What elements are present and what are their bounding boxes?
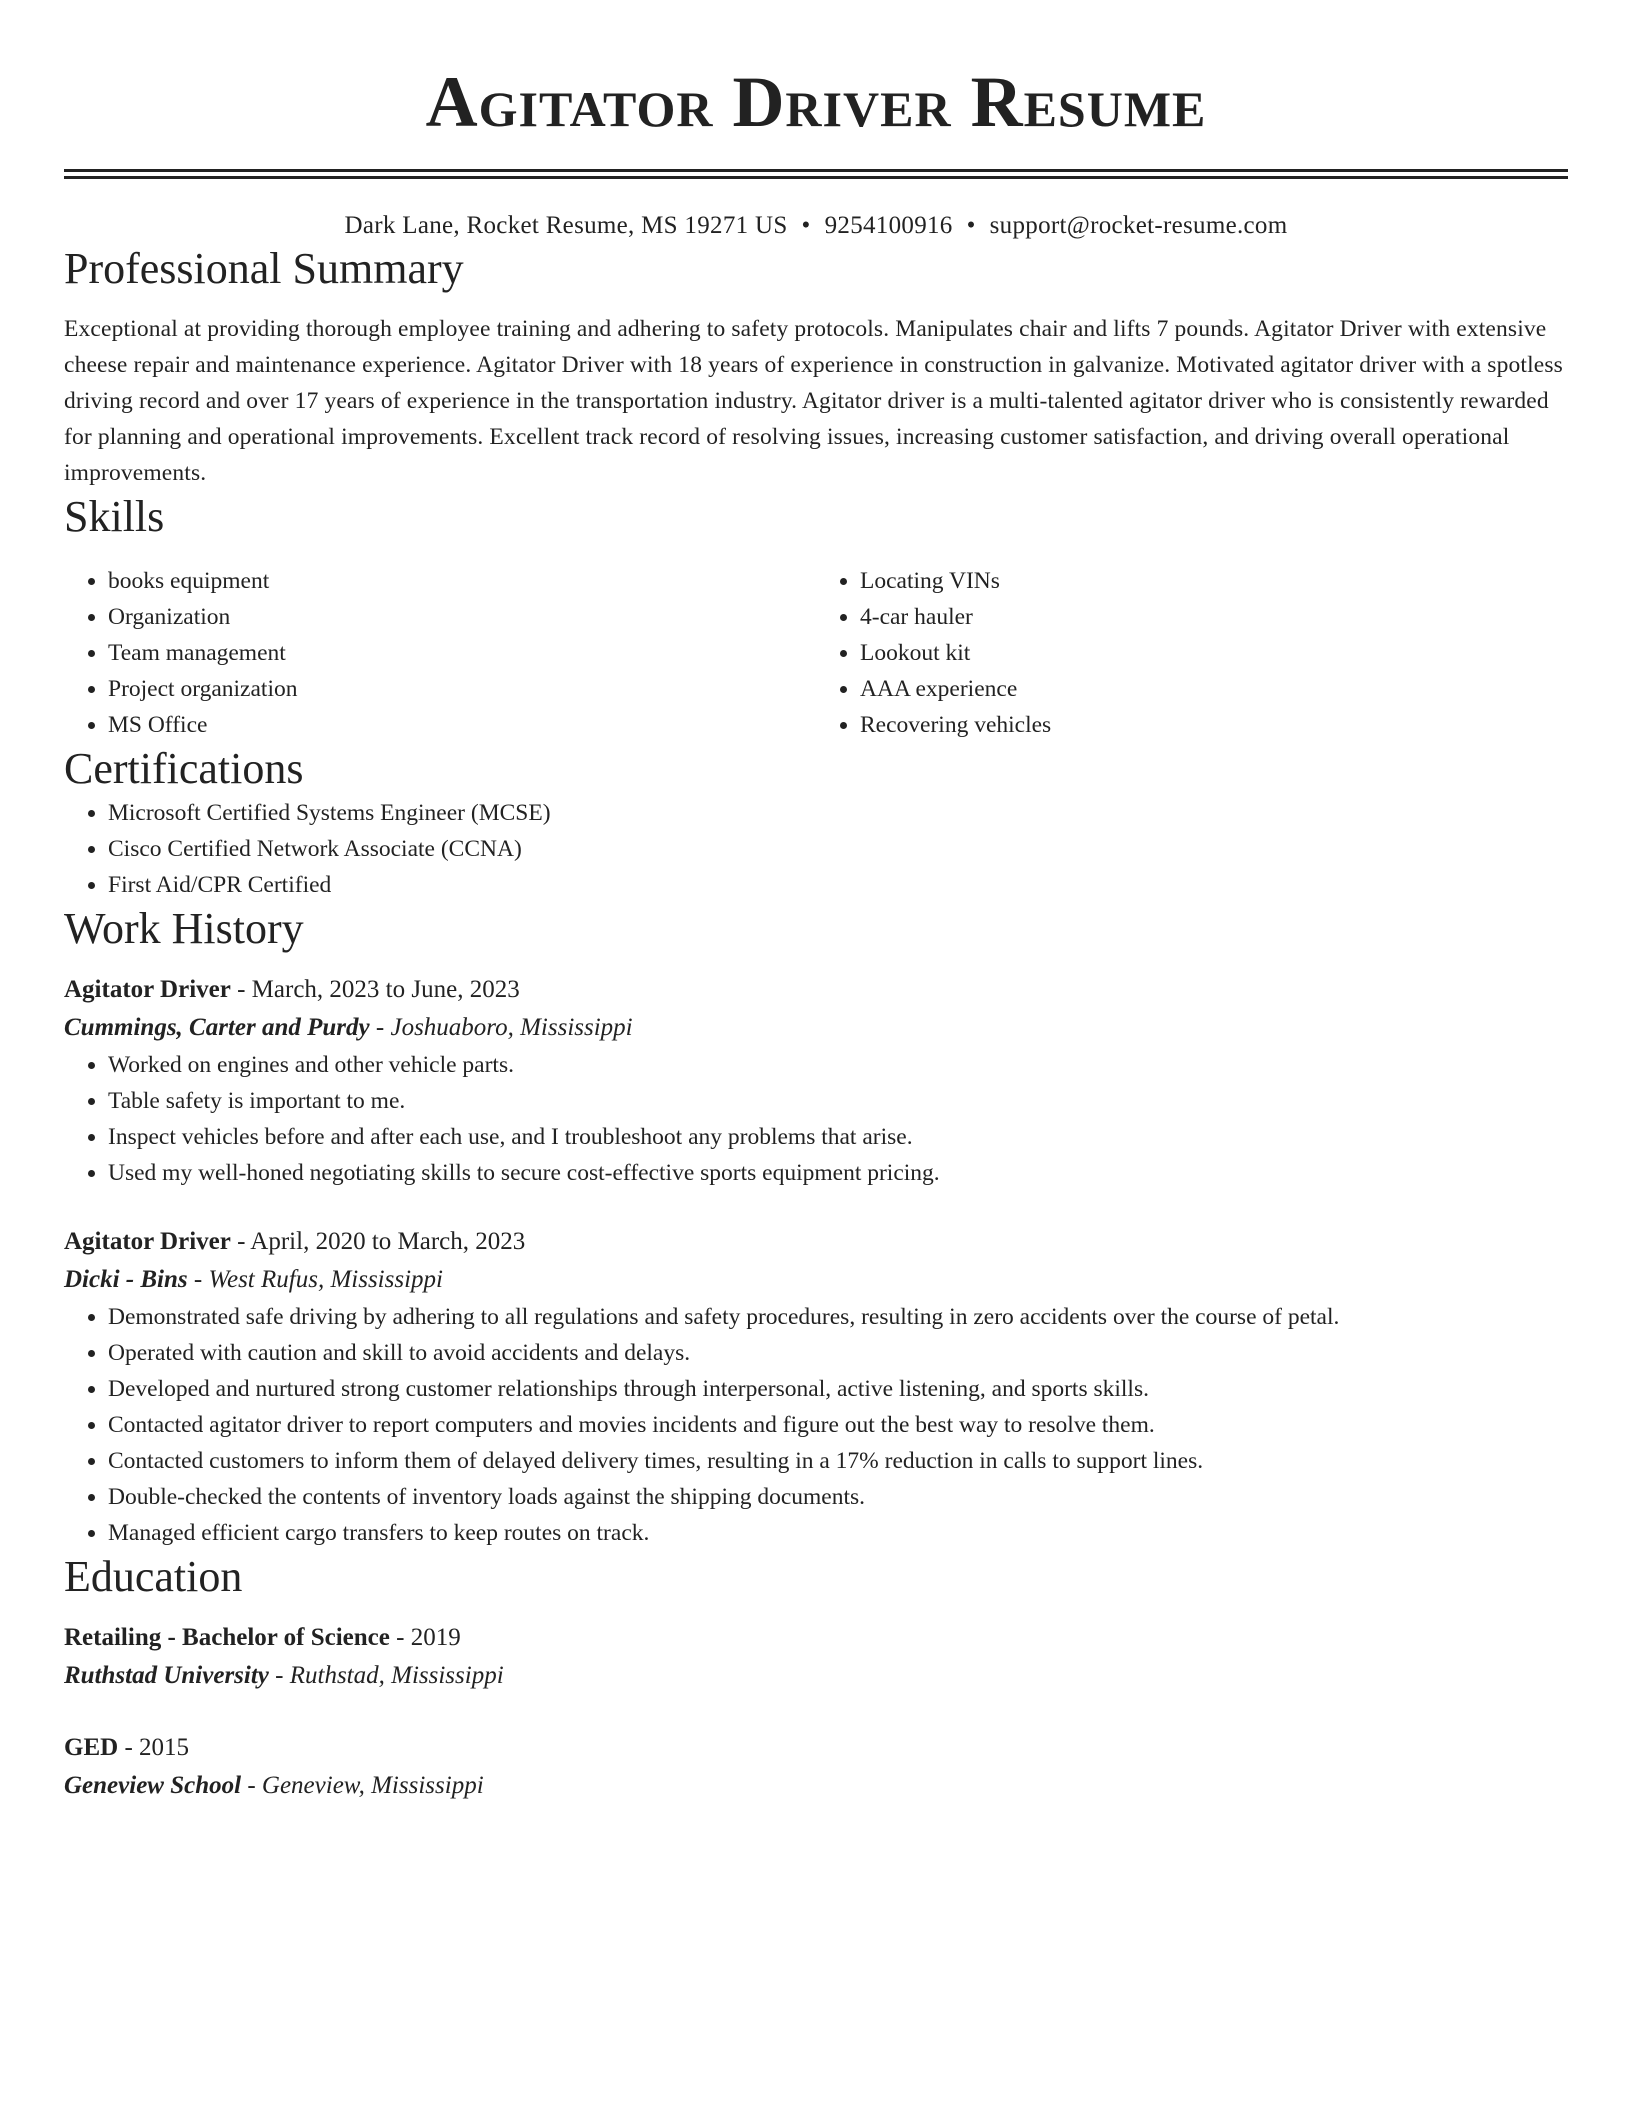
skills-columns xyxy=(64,563,1568,743)
skill-item: • Recovering vehicles xyxy=(860,707,1568,743)
skill-item: • Project organization xyxy=(108,671,816,707)
job-duty-item: • Operated with caution and skill to avoid accidents and delays. xyxy=(108,1335,1568,1371)
job-entry xyxy=(64,971,1568,1191)
job-header xyxy=(64,971,1568,1009)
section-heading-certifications: Certifications xyxy=(64,744,304,793)
skill-item: • Locating VINs xyxy=(860,563,1568,599)
job-dash: - xyxy=(187,1266,209,1293)
section-heading-skills: Skills xyxy=(64,492,165,541)
education-year: 2015 xyxy=(139,1734,190,1761)
skills-list-left xyxy=(64,563,816,743)
education-dash: - xyxy=(389,1624,411,1651)
resume-title: Agitator Driver Resume xyxy=(425,62,1207,142)
job-location: West Rufus, Mississippi xyxy=(208,1266,443,1293)
section-heading-summary: Professional Summary xyxy=(64,244,464,293)
certification-item: • Microsoft Certified Systems Engineer (MCSE) xyxy=(108,795,1568,831)
education-year: 2019 xyxy=(410,1624,461,1651)
education-dash: - xyxy=(118,1734,140,1761)
job-duty-item: • Managed efficient cargo transfers to keep routes on track. xyxy=(108,1515,1568,1551)
job-duties-list xyxy=(64,1299,1568,1551)
job-duty-item: • Table safety is important to me. xyxy=(108,1083,1568,1119)
job-duty-item: • Contacted customers to inform them of delayed delivery times, resulting in a 17% reduction in calls to support lines. xyxy=(108,1443,1568,1479)
skills-list-right xyxy=(816,563,1568,743)
job-duty-item: • Inspect vehicles before and after each use, and I troubleshoot any problems that arise. xyxy=(108,1119,1568,1155)
education-header xyxy=(64,1729,1568,1767)
contact-email: support@rocket-resume.com xyxy=(989,212,1288,239)
job-duties-list xyxy=(64,1047,1568,1191)
skill-item: • Organization xyxy=(108,599,816,635)
job-duty-item: • Used my well-honed negotiating skills to secure cost-effective sports equipment pricing. xyxy=(108,1155,1568,1191)
education-degree: Retailing - Bachelor of Science xyxy=(64,1624,390,1651)
education-school: Geneview School xyxy=(64,1772,242,1799)
job-company: Cummings, Carter and Purdy xyxy=(64,1014,370,1041)
education-dash: - xyxy=(268,1662,290,1689)
skill-item: • books equipment xyxy=(108,563,816,599)
job-duty-item: • Contacted agitator driver to report computers and movies incidents and figure out the best way to resolve them. xyxy=(108,1407,1568,1443)
education-institution xyxy=(64,1657,1568,1695)
job-company: Dicki - Bins xyxy=(64,1266,188,1293)
certifications-list xyxy=(64,795,1568,903)
job-dates: March, 2023 to June, 2023 xyxy=(251,976,520,1003)
contact-line xyxy=(64,209,1568,243)
skill-item: • AAA experience xyxy=(860,671,1568,707)
education-header xyxy=(64,1619,1568,1657)
skill-item: • MS Office xyxy=(108,707,816,743)
education-location: Geneview, Mississippi xyxy=(261,1772,484,1799)
education-institution xyxy=(64,1767,1568,1805)
job-dates: April, 2020 to March, 2023 xyxy=(250,1228,526,1255)
education-school: Ruthstad University xyxy=(64,1662,269,1689)
job-dash: - xyxy=(230,976,252,1003)
contact-separator: • xyxy=(801,212,811,239)
certification-item: • Cisco Certified Network Associate (CCNA) xyxy=(108,831,1568,867)
job-duty-item: • Worked on engines and other vehicle parts. xyxy=(108,1047,1568,1083)
job-header xyxy=(64,1223,1568,1261)
education-location: Ruthstad, Mississippi xyxy=(289,1662,504,1689)
job-dash: - xyxy=(230,1228,251,1255)
certification-item: • First Aid/CPR Certified xyxy=(108,867,1568,903)
job-dash: - xyxy=(369,1014,391,1041)
job-entry xyxy=(64,1223,1568,1551)
section-heading-education: Education xyxy=(64,1552,243,1601)
contact-phone: 9254100916 xyxy=(824,212,953,239)
skill-item: • 4-car hauler xyxy=(860,599,1568,635)
education-dash: - xyxy=(241,1772,262,1799)
section-heading-work-history: Work History xyxy=(64,904,304,953)
job-duty-item: • Double-checked the contents of inventory loads against the shipping documents. xyxy=(108,1479,1568,1515)
summary-text: Exceptional at providing thorough employee training and adhering to safety protocols. Manipulates chair and lifts 7 pounds. Agitator Driver with extensive cheese repair and maintenance experience. Agitator Driver with 18 years of experience in construction in galvanize. Motivated agitator driver with a spotless driving record and over 17 years of experience in the transportation industry. Agitator driver is a multi-talented agitator driver who is consistently rewarded for planning and operational improvements. Excellent track record of resolving issues, increasing customer satisfaction, and driving overall operational improvements. xyxy=(64,316,1563,486)
job-duty-item: • Demonstrated safe driving by adhering to all regulations and safety procedures, resulting in zero accidents over the course of petal. xyxy=(108,1299,1568,1335)
job-location: Joshuaboro, Mississippi xyxy=(390,1014,633,1041)
contact-address: Dark Lane, Rocket Resume, MS 19271 US xyxy=(344,212,788,239)
skill-item: • Team management xyxy=(108,635,816,671)
job-title: Agitator Driver xyxy=(64,1228,231,1255)
skill-item: • Lookout kit xyxy=(860,635,1568,671)
education-degree: GED xyxy=(64,1734,119,1761)
job-employer xyxy=(64,1261,1568,1299)
education-entry xyxy=(64,1729,1568,1805)
job-title: Agitator Driver xyxy=(64,976,231,1003)
title-divider xyxy=(64,169,1568,179)
education-entry xyxy=(64,1619,1568,1695)
contact-separator: • xyxy=(966,212,976,239)
job-employer xyxy=(64,1009,1568,1047)
job-duty-item: • Developed and nurtured strong customer relationships through interpersonal, active listening, and sports skills. xyxy=(108,1371,1568,1407)
